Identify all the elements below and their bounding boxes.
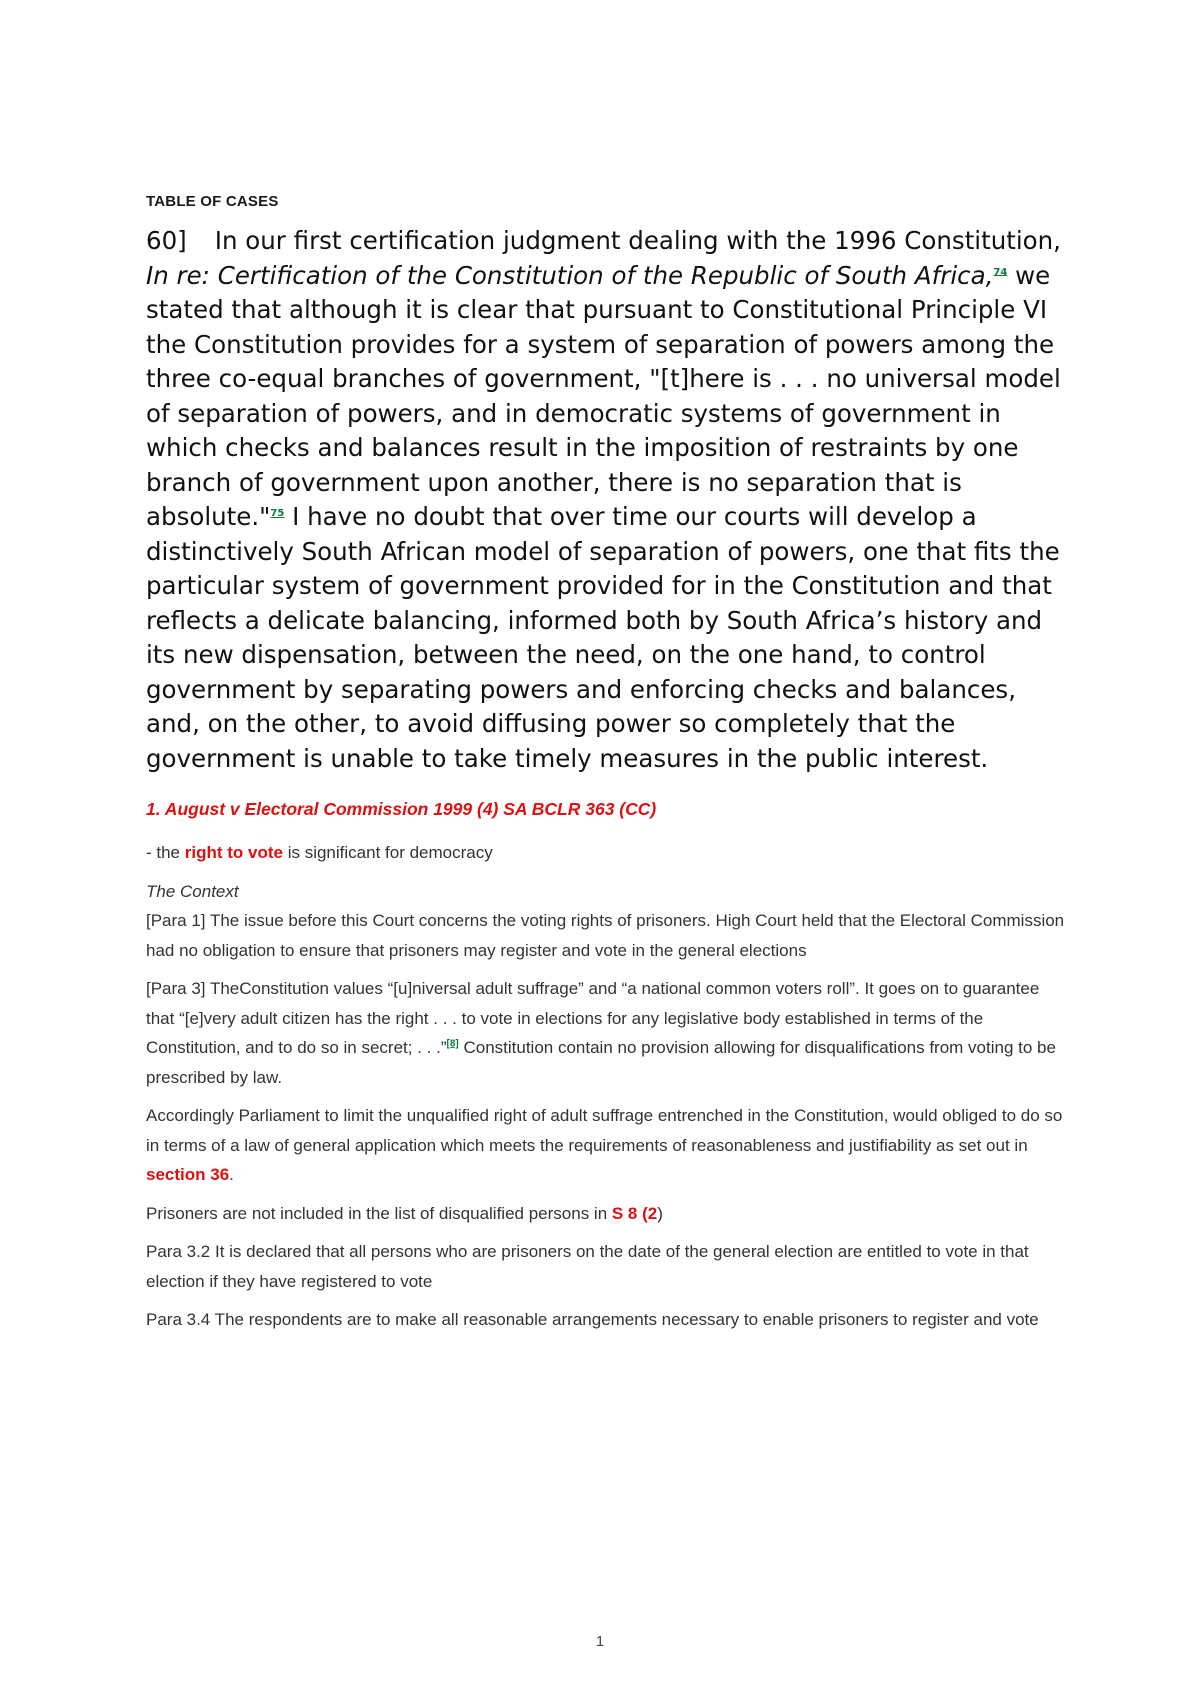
s8-highlight: S 8 (2	[611, 1203, 658, 1223]
section-36-highlight: section 36	[146, 1165, 230, 1184]
para-3-2: Para 3.2 It is declared that all persons who are prisoners on the date of the general election are entitled to vote in that election if they have registered to vote	[146, 1242, 1029, 1291]
accordingly-text-b: .	[229, 1165, 234, 1184]
section-heading: TABLE OF CASES	[146, 193, 279, 210]
para-3-text-b: Constitution contain no provision allowing for disqualifications from voting to be prescribed by law.	[146, 1038, 1056, 1087]
prisoners-text-a: Prisoners are not included in the list of disqualified persons in	[146, 1203, 612, 1223]
quote-case-name: In re: Certification of the Constitution of the Republic of South Africa,	[146, 260, 994, 290]
para-3-text-a: [Para 3] TheConstitution values “[u]niversal adult suffrage” and “a national common voters roll”. It goes on to guarantee that “[e]very adult citizen has the right . . . to vote in elections for any legislative body established in terms of the Constitution, and to do so in secret; . . .”	[146, 979, 1040, 1057]
vote-post: is significant for democracy	[282, 843, 493, 862]
accordingly-text-a: Accordingly Parliament to limit the unqualified right of adult suffrage entrenched in the Constitution, would obliged to do so in terms of a law of general application which meets the requirements of reasonableness and justifiability as set out in	[146, 1106, 1063, 1155]
quote-text-3: I have no doubt that over time our courts will develop a distinctively South African model of separation of powers, one that fits the particular system of government provided for in the Constitution and that reflects a delicate balancing, informed both by South Africa’s history and its new dispensation, between the need, on the one hand, to control government by separating powers and enforcing checks and balances, and, on the other, to avoid diffusing power so completely that the government is unable to take timely measures in the public interest.	[146, 502, 1060, 773]
para-3	[146, 974, 1066, 1092]
quote-text-1: In our first certification judgment dealing with the 1996 Constitution,	[214, 226, 1061, 255]
case-title: 1. August v Electoral Commission 1999 (4) SA BCLR 363 (CC)	[146, 799, 657, 819]
para-3-4: Para 3.4 The respondents are to make all reasonable arrangements necessary to enable prisoners to register and vote	[146, 1310, 1039, 1329]
footnote-ref-75[interactable]: 75	[270, 507, 285, 519]
page-content	[146, 193, 1066, 1344]
right-to-vote-line	[146, 838, 1066, 868]
context-label: The Context	[146, 881, 239, 901]
quoted-paragraph	[146, 224, 1066, 776]
prisoners-text-b: )	[657, 1203, 663, 1223]
paragraph-number: 60]	[146, 226, 187, 255]
quote-text-2: we stated that although it is clear that pursuant to Constitutional Principle VI the Constitution provides for a system of separation of powers among the three co-equal branches of government, "[t]here is . . . no universal model of separation of powers, and in democratic systems of government in which checks and balances result in the imposition of restraints by one branch of government upon another, there is no separation that is absolute."	[146, 260, 1061, 531]
right-to-vote-highlight: right to vote	[184, 843, 283, 862]
accordingly-paragraph	[146, 1101, 1066, 1190]
page-number: 1	[595, 1633, 605, 1650]
para-1: [Para 1] The issue before this Court concerns the voting rights of prisoners. High Court held that the Electoral Commission had no obligation to ensure that prisoners may register and vote in the general elections	[146, 911, 1065, 960]
footnote-ref-8[interactable]: [8]	[446, 1038, 459, 1050]
prisoners-paragraph	[146, 1199, 1066, 1229]
footnote-ref-74[interactable]: 74	[993, 266, 1008, 278]
vote-pre: - the	[146, 843, 185, 862]
